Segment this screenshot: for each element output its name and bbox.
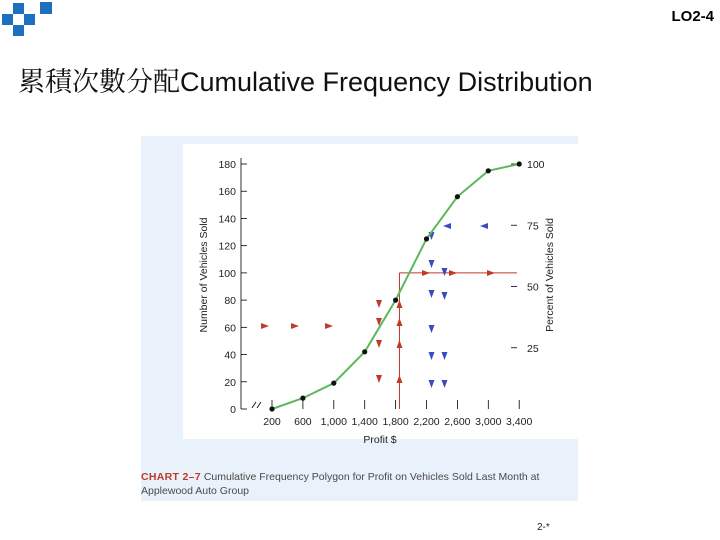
plot-panel	[183, 144, 578, 439]
y-tick-label: 120	[218, 240, 236, 253]
page-number: 2-*	[537, 522, 550, 533]
data-point	[331, 381, 336, 386]
cumulative-frequency-chart	[141, 136, 578, 501]
slide-id-label: LO2-4	[671, 8, 714, 25]
data-point	[517, 161, 522, 166]
y-tick-label: 160	[218, 186, 236, 199]
y2-tick-label: 75	[527, 220, 539, 233]
data-point	[362, 349, 367, 354]
y-axis-label: Number of Vehicles Sold	[198, 217, 210, 333]
y-tick-label: 80	[224, 295, 236, 308]
caption-text: Cumulative Frequency Polygon for Profit on Vehicles Sold Last Month at Applewood Auto Group	[141, 471, 540, 497]
y-tick-label: 20	[224, 376, 236, 389]
y-tick-label: 0	[230, 404, 236, 416]
y2-tick-label: 50	[527, 281, 539, 294]
data-point	[393, 298, 398, 303]
x-tick-label: 2,200	[413, 416, 440, 428]
y-tick-label: 180	[218, 159, 236, 171]
y-tick-label: 140	[218, 213, 236, 226]
x-axis-label: Profit $	[363, 434, 397, 446]
y-tick-label: 100	[218, 267, 236, 280]
x-tick-label: 1,800	[382, 416, 409, 428]
logo-squares-icon	[0, 0, 60, 46]
data-point	[424, 236, 429, 241]
y2-tick-label: 100	[527, 159, 545, 171]
caption-number: CHART 2–7	[141, 471, 201, 483]
logo-square	[40, 2, 52, 14]
chart-caption	[141, 470, 578, 498]
y-tick-label: 60	[224, 322, 236, 335]
data-point	[455, 194, 460, 199]
data-point	[269, 406, 274, 411]
y2-tick-label: 25	[527, 342, 539, 355]
chart-figure	[141, 136, 578, 501]
x-tick-label: 1,400	[351, 416, 378, 428]
y2-axis-label: Percent of Vehicles Sold	[544, 218, 556, 332]
x-tick-label: 3,400	[506, 416, 533, 428]
data-point	[300, 396, 305, 401]
x-tick-label: 3,000	[475, 416, 502, 428]
x-tick-label: 600	[294, 416, 312, 428]
x-tick-label: 1,000	[320, 416, 347, 428]
x-tick-label: 2,600	[444, 416, 471, 428]
logo-square	[13, 25, 24, 36]
x-tick-label: 200	[263, 416, 281, 428]
y-tick-label: 40	[224, 349, 236, 362]
data-point	[486, 168, 491, 173]
logo-square	[2, 14, 13, 25]
slide-title: 累積次數分配Cumulative Frequency Distribution	[18, 67, 593, 97]
logo-square	[24, 14, 35, 25]
logo-square	[13, 3, 24, 14]
